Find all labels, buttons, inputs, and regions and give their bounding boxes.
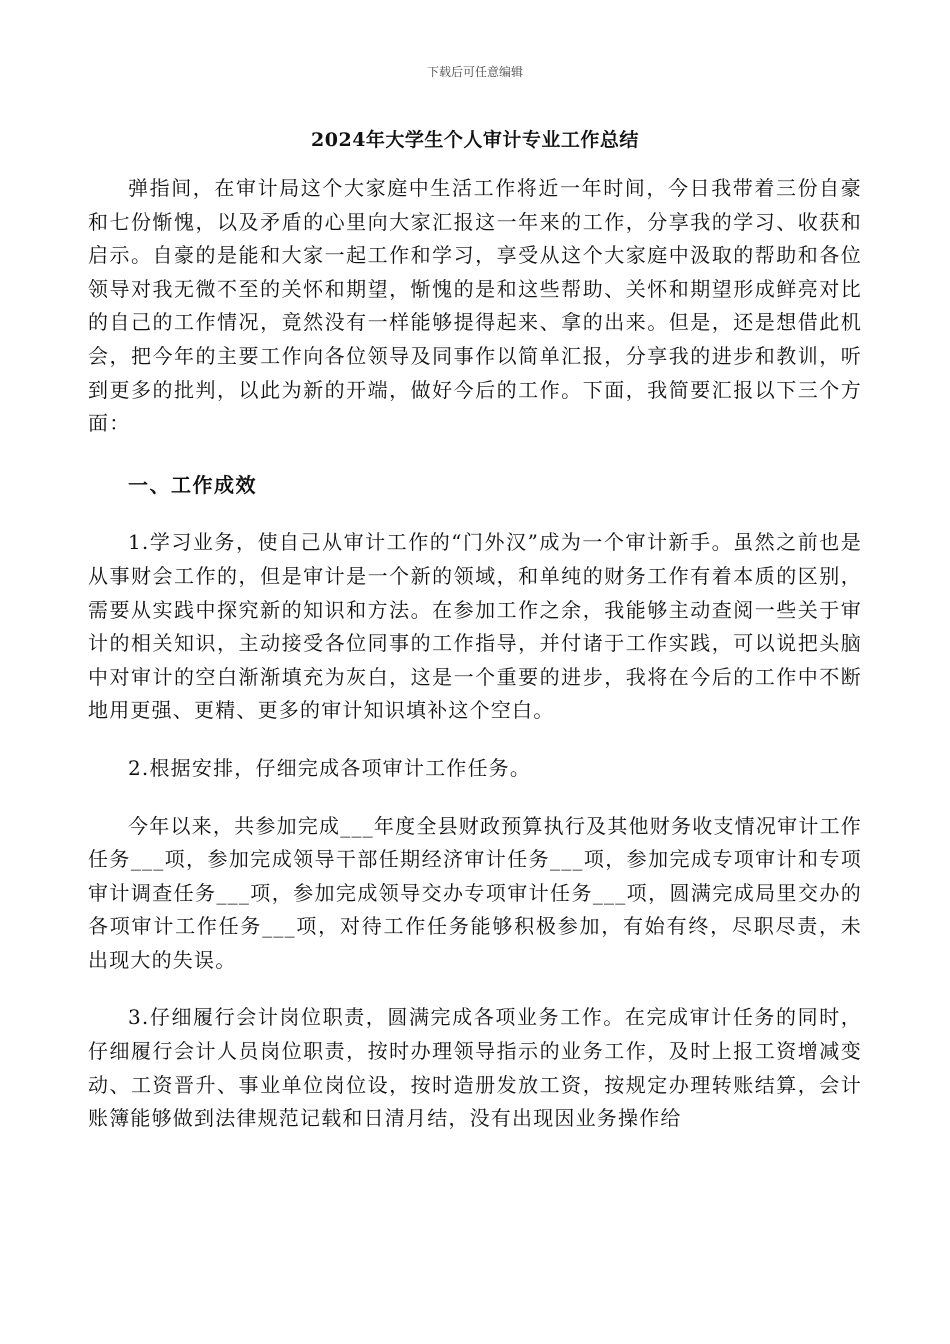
item-1-paragraph: 1.学习业务，使自己从审计工作的“门外汉”成为一个审计新手。虽然之前也是从事财会工作的，但是审计是一个新的领域，和单纯的财务工作有着本质的区别，需要从实践中探究新的知识和方法。在参加工作之余，我能够主动查阅一些关于审计的相关知识，主动接受各位同事的工作指导，并付诸于工作实践，可以说把头脑中对审计的空白渐渐填充为灰白，这是一个重要的进步，我将在今后的工作中不断地用更强、更精、更多的审计知识填补这个空白。 xyxy=(88,530,862,723)
item-3-paragraph: 3.仔细履行会计岗位职责，圆满完成各项业务工作。在完成审计任务的同时，仔细履行会计人员岗位职责，按时办理领导指示的业务工作，及时上报工资增减变动、工资晋升、事业单位岗位设，按时造册发放工资，按规定办理转账结算，会计账簿能够做到法律规范记载和日清月结，没有出现因业务操作给 xyxy=(88,1005,862,1131)
item-2-paragraph: 2.根据安排，仔细完成各项审计工作任务。 xyxy=(128,755,532,780)
header-note: 下载后可任意编辑 xyxy=(426,65,523,79)
intro-paragraph: 弹指间，在审计局这个大家庭中生活工作将近一年时间，今日我带着三份自豪和七份惭愧，以及矛盾的心里向大家汇报这一年来的工作，分享我的学习、收获和启示。自豪的是能和大家一起工作和学习，享受从这个大家庭中汲取的帮助和各位领导对我无微不至的关怀和期望，惭愧的是和这些帮助、关怀和期望形成鲜亮对比的自己的工作情况，竟然没有一样能够提得起来、拿的出来。但是，还是想借此机会，把今年的主要工作向各位领导及同事作以简单汇报，分享我的进步和教训，听到更多的批判，以此为新的开端，做好今后的工作。下面，我简要汇报以下三个方面： xyxy=(88,176,862,436)
document-title: 2024年大学生个人审计专业工作总结 xyxy=(311,129,639,151)
item-2-detail-paragraph: 今年以来，共参加完成___年度全县财政预算执行及其他财务收支情况审计工作任务___项，参加完成领导干部任期经济审计任务___项，参加完成专项审计和专项审计调查任务___项，参加完成领导交办专项审计任务___项，圆满完成局里交办的各项审计工作任务___项，对待工作任务能够积极参加，有始有终，尽职尽责，未出现大的失误。 xyxy=(88,813,862,972)
section-heading-achievements: 一、工作成效 xyxy=(128,472,257,497)
